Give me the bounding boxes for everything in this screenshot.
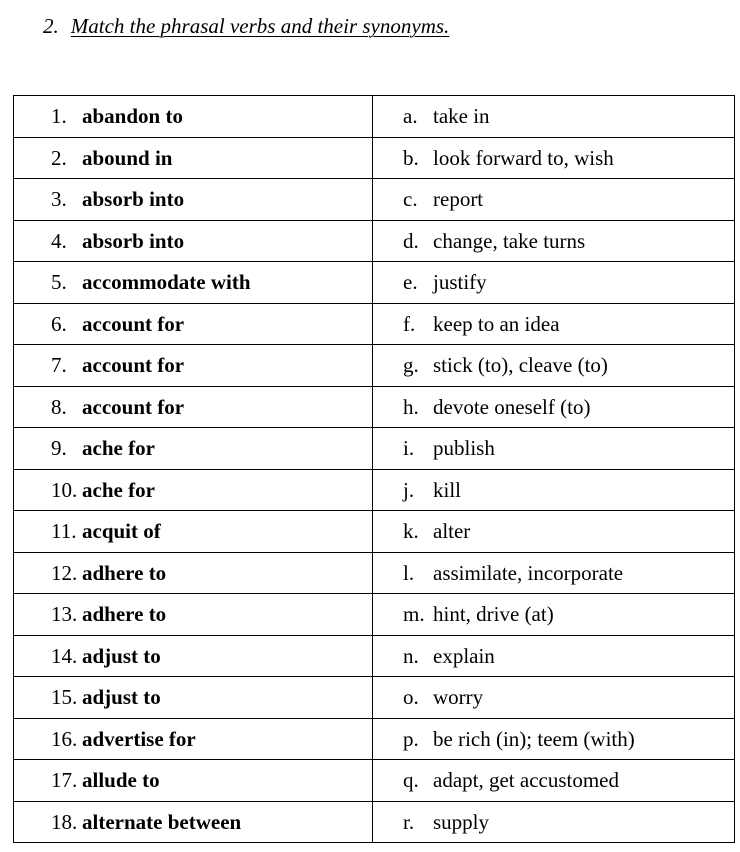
synonym-text: supply bbox=[433, 809, 490, 834]
item-number: 10. bbox=[51, 477, 78, 502]
synonym-text: explain bbox=[433, 643, 495, 668]
synonym-cell bbox=[373, 718, 735, 760]
item-number: 18. bbox=[51, 809, 78, 834]
item-number: 2. bbox=[51, 145, 67, 170]
synonym-cell bbox=[373, 801, 735, 843]
item-number: 9. bbox=[51, 436, 67, 461]
synonym-text: keep to an idea bbox=[433, 311, 560, 336]
synonym-letter: m. bbox=[403, 602, 425, 627]
item-number: 16. bbox=[51, 726, 78, 751]
phrasal-verb: acquit of bbox=[82, 519, 161, 544]
table-row bbox=[14, 345, 735, 387]
phrasal-verb: adhere to bbox=[82, 602, 167, 627]
table-row bbox=[14, 594, 735, 636]
item-number: 15. bbox=[51, 685, 78, 710]
table-row bbox=[14, 801, 735, 843]
phrasal-verb-cell bbox=[14, 594, 373, 636]
synonym-cell bbox=[373, 345, 735, 387]
phrasal-verb-cell bbox=[14, 220, 373, 262]
phrasal-verb: accommodate with bbox=[82, 270, 251, 295]
synonym-letter: p. bbox=[403, 726, 419, 751]
item-number: 11. bbox=[51, 519, 77, 544]
synonym-cell bbox=[373, 511, 735, 553]
table-row bbox=[14, 428, 735, 470]
item-number: 3. bbox=[51, 187, 67, 212]
phrasal-verb-cell bbox=[14, 386, 373, 428]
table-row bbox=[14, 469, 735, 511]
synonym-text: worry bbox=[433, 685, 484, 710]
synonym-cell bbox=[373, 220, 735, 262]
table-row bbox=[14, 137, 735, 179]
synonym-text: stick (to), cleave (to) bbox=[433, 353, 608, 378]
phrasal-verb-cell bbox=[14, 137, 373, 179]
table-row bbox=[14, 179, 735, 221]
phrasal-verb-cell bbox=[14, 179, 373, 221]
phrasal-verb: adjust to bbox=[82, 643, 161, 668]
item-number: 5. bbox=[51, 270, 67, 295]
synonym-text: alter bbox=[433, 519, 471, 544]
phrasal-verb-cell bbox=[14, 345, 373, 387]
exercise-number: 2. bbox=[43, 14, 59, 38]
table-row bbox=[14, 96, 735, 138]
synonym-letter: j. bbox=[403, 477, 415, 502]
synonym-cell bbox=[373, 179, 735, 221]
synonym-letter: b. bbox=[403, 145, 419, 170]
phrasal-verb-cell bbox=[14, 677, 373, 719]
phrasal-verb-cell bbox=[14, 635, 373, 677]
phrasal-verb: ache for bbox=[82, 477, 155, 502]
synonym-letter: n. bbox=[403, 643, 419, 668]
phrasal-verb-cell bbox=[14, 303, 373, 345]
table-row bbox=[14, 303, 735, 345]
exercise-title bbox=[43, 12, 449, 40]
synonym-cell bbox=[373, 594, 735, 636]
synonym-letter: o. bbox=[403, 685, 419, 710]
synonym-text: change, take turns bbox=[433, 228, 586, 253]
synonym-letter: e. bbox=[403, 270, 418, 295]
synonym-text: devote oneself (to) bbox=[433, 394, 591, 419]
item-number: 14. bbox=[51, 643, 78, 668]
item-number: 7. bbox=[51, 353, 67, 378]
synonym-cell bbox=[373, 96, 735, 138]
synonym-text: report bbox=[433, 187, 484, 212]
synonym-letter: i. bbox=[403, 436, 415, 461]
synonym-text: publish bbox=[433, 436, 495, 461]
matching-table-body bbox=[14, 96, 735, 843]
phrasal-verb-cell bbox=[14, 511, 373, 553]
phrasal-verb: advertise for bbox=[82, 726, 196, 751]
synonym-cell bbox=[373, 386, 735, 428]
table-row bbox=[14, 262, 735, 304]
table-row bbox=[14, 635, 735, 677]
synonym-letter: h. bbox=[403, 394, 419, 419]
table-row bbox=[14, 386, 735, 428]
phrasal-verb: abound in bbox=[82, 145, 173, 170]
synonym-letter: r. bbox=[403, 809, 415, 834]
phrasal-verb: absorb into bbox=[82, 187, 185, 212]
phrasal-verb: account for bbox=[82, 394, 185, 419]
phrasal-verb-cell bbox=[14, 428, 373, 470]
phrasal-verb-cell bbox=[14, 552, 373, 594]
matching-table bbox=[13, 95, 735, 843]
synonym-text: take in bbox=[433, 104, 490, 129]
synonym-text: hint, drive (at) bbox=[433, 602, 554, 627]
synonym-cell bbox=[373, 552, 735, 594]
synonym-text: justify bbox=[433, 270, 487, 295]
item-number: 12. bbox=[51, 560, 78, 585]
phrasal-verb: absorb into bbox=[82, 228, 185, 253]
phrasal-verb-cell bbox=[14, 96, 373, 138]
phrasal-verb: adhere to bbox=[82, 560, 167, 585]
phrasal-verb: allude to bbox=[82, 768, 160, 793]
table-row bbox=[14, 511, 735, 553]
phrasal-verb-cell bbox=[14, 760, 373, 802]
phrasal-verb: alternate between bbox=[82, 809, 242, 834]
table-row bbox=[14, 677, 735, 719]
synonym-letter: f. bbox=[403, 311, 416, 336]
item-number: 13. bbox=[51, 602, 78, 627]
item-number: 6. bbox=[51, 311, 67, 336]
table-row bbox=[14, 552, 735, 594]
phrasal-verb: abandon to bbox=[82, 104, 183, 129]
synonym-cell bbox=[373, 428, 735, 470]
synonym-cell bbox=[373, 137, 735, 179]
item-number: 1. bbox=[51, 104, 67, 129]
item-number: 17. bbox=[51, 768, 78, 793]
phrasal-verb: adjust to bbox=[82, 685, 161, 710]
table-row bbox=[14, 220, 735, 262]
synonym-cell bbox=[373, 635, 735, 677]
phrasal-verb-cell bbox=[14, 262, 373, 304]
synonym-cell bbox=[373, 303, 735, 345]
synonym-letter: d. bbox=[403, 228, 419, 253]
synonym-cell bbox=[373, 469, 735, 511]
table-row bbox=[14, 760, 735, 802]
phrasal-verb: account for bbox=[82, 353, 185, 378]
synonym-cell bbox=[373, 760, 735, 802]
phrasal-verb-cell bbox=[14, 718, 373, 760]
synonym-letter: a. bbox=[403, 104, 418, 129]
synonym-letter: c. bbox=[403, 187, 418, 212]
phrasal-verb: ache for bbox=[82, 436, 155, 461]
synonym-cell bbox=[373, 677, 735, 719]
synonym-text: adapt, get accustomed bbox=[433, 768, 620, 793]
item-number: 4. bbox=[51, 228, 67, 253]
table-row bbox=[14, 718, 735, 760]
phrasal-verb: account for bbox=[82, 311, 185, 336]
synonym-letter: k. bbox=[403, 519, 419, 544]
synonym-text: assimilate, incorporate bbox=[433, 560, 624, 585]
synonym-text: be rich (in); teem (with) bbox=[433, 726, 635, 751]
exercise-instruction: Match the phrasal verbs and their synonyms. bbox=[70, 14, 450, 38]
synonym-letter: g. bbox=[403, 353, 419, 378]
phrasal-verb-cell bbox=[14, 469, 373, 511]
synonym-text: look forward to, wish bbox=[433, 145, 614, 170]
synonym-cell bbox=[373, 262, 735, 304]
synonym-text: kill bbox=[433, 477, 462, 502]
item-number: 8. bbox=[51, 394, 67, 419]
phrasal-verb-cell bbox=[14, 801, 373, 843]
synonym-letter: q. bbox=[403, 768, 419, 793]
synonym-letter: l. bbox=[403, 560, 415, 585]
